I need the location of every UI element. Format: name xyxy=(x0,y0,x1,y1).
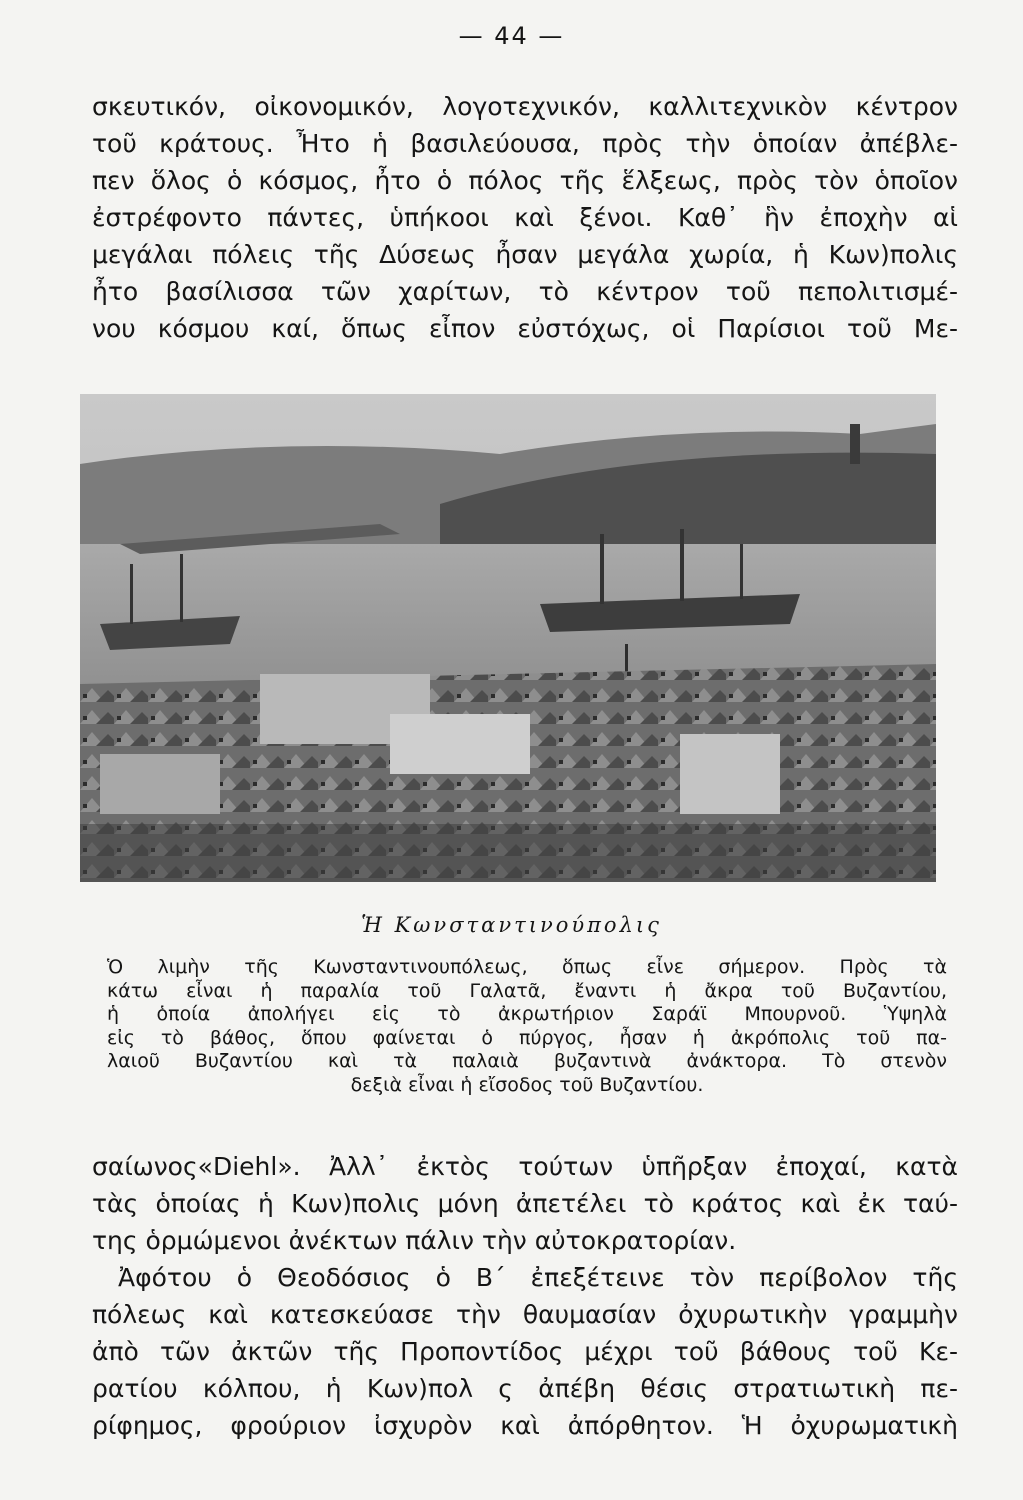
text-line: τὰς ὁποίας ἡ Κων)πολις μόνη ἀπετέλει τὸ κράτος καὶ ἐκ ταύ- xyxy=(92,1189,958,1218)
harbor-photograph xyxy=(80,394,936,882)
caption-line: λαιοῦ Βυζαντίου καὶ τὰ παλαιὰ βυζαντινὰ ἀνάκτορα. Τὸ στενὸν xyxy=(107,1050,947,1072)
text-line: ρατίου κόλπου, ἡ Κων)πολ ς ἀπέβη θέσις στρατιωτικὴ πε- xyxy=(92,1374,958,1403)
caption-line: κάτω εἶναι ἡ παραλία τοῦ Γαλατᾶ, ἔναντι ἡ ἄκρα τοῦ Βυζαντίου, xyxy=(107,979,947,1002)
bottom-paragraph xyxy=(92,1148,958,1444)
text-line: μεγάλαι πόλεις τῆς Δύσεως ἦσαν μεγάλα χωρία, ἡ Κων)πολις xyxy=(92,240,958,269)
page-number: — 44 — xyxy=(458,22,565,50)
text-line: Ἀφότου ὁ Θεοδόσιος ὁ Β´ ἐπεξέτεινε τὸν περίβολον τῆς xyxy=(118,1263,958,1292)
figure-caption xyxy=(107,956,947,1097)
text-line: ρίφημος, φρούριον ἰσχυρὸν καὶ ἀπόρθητον. Ἡ ὀχυρωματικὴ xyxy=(92,1411,958,1440)
caption-line: Ὁ λιμὴν τῆς Κωνσταντινουπόλεως, ὅπως εἶνε σήμερον. Πρὸς τὰ xyxy=(107,956,947,978)
text-line: ἦτο βασίλισσα τῶν χαρίτων, τὸ κέντρον τοῦ πεπολιτισμέ- xyxy=(92,277,958,306)
caption-line: εἰς τὸ βάθος, ὅπου φαίνεται ὁ πύργος, ἦσαν ἡ ἀκρόπολις τοῦ πα- xyxy=(107,1026,947,1049)
text-line: πεν ὅλος ὁ κόσμος, ἦτο ὁ πόλος τῆς ἕλξεως, πρὸς τὸν ὁποῖον xyxy=(92,166,958,195)
text-line: ἀπὸ τῶν ἀκτῶν τῆς Προποντίδος μέχρι τοῦ βάθους τοῦ Κε- xyxy=(92,1337,958,1366)
text-line: τοῦ κράτους. Ἦτο ἡ βασιλεύουσα, πρὸς τὴν ὁποίαν ἀπέβλε- xyxy=(92,129,958,158)
caption-line: δεξιὰ εἶναι ἡ εἴσοδος τοῦ Βυζαντίου. xyxy=(350,1073,704,1096)
text-line: πόλεως καὶ κατεσκεύασε τὴν θαυμασίαν ὀχυρωτικὴν γραμμὴν xyxy=(92,1300,958,1329)
text-line: σαίωνος«Diehl». Ἀλλ᾽ ἐκτὸς τούτων ὑπῆρξαν ἐποχαί, κατὰ xyxy=(92,1152,958,1181)
text-line: της ὁρμώμενοι ἀνέκτων πάλιν τὴν αὐτοκρατορίαν. xyxy=(92,1226,737,1255)
figure-title: Ἡ Κωνσταντινούπολις xyxy=(361,913,662,937)
caption-line: ἡ ὁποία ἀπολήγει εἰς τὸ ἀκρωτήριον Σαράϊ Μπουρνοῦ. Ὑψηλὰ xyxy=(107,1003,947,1025)
top-paragraph xyxy=(92,88,958,347)
text-line: σκευτικόν, οἰκονομικόν, λογοτεχνικόν, καλλιτεχνικὸν κέντρον xyxy=(92,92,958,121)
harbor-photograph-art xyxy=(80,394,936,882)
text-line: ἐστρέφοντο πάντες, ὑπήκοοι καὶ ξένοι. Καθ᾽ ἣν ἐποχὴν αἱ xyxy=(92,203,958,232)
text-line: νου κόσμου καί, ὅπως εἶπον εὐστόχως, οἱ Παρίσιοι τοῦ Με- xyxy=(92,314,958,343)
